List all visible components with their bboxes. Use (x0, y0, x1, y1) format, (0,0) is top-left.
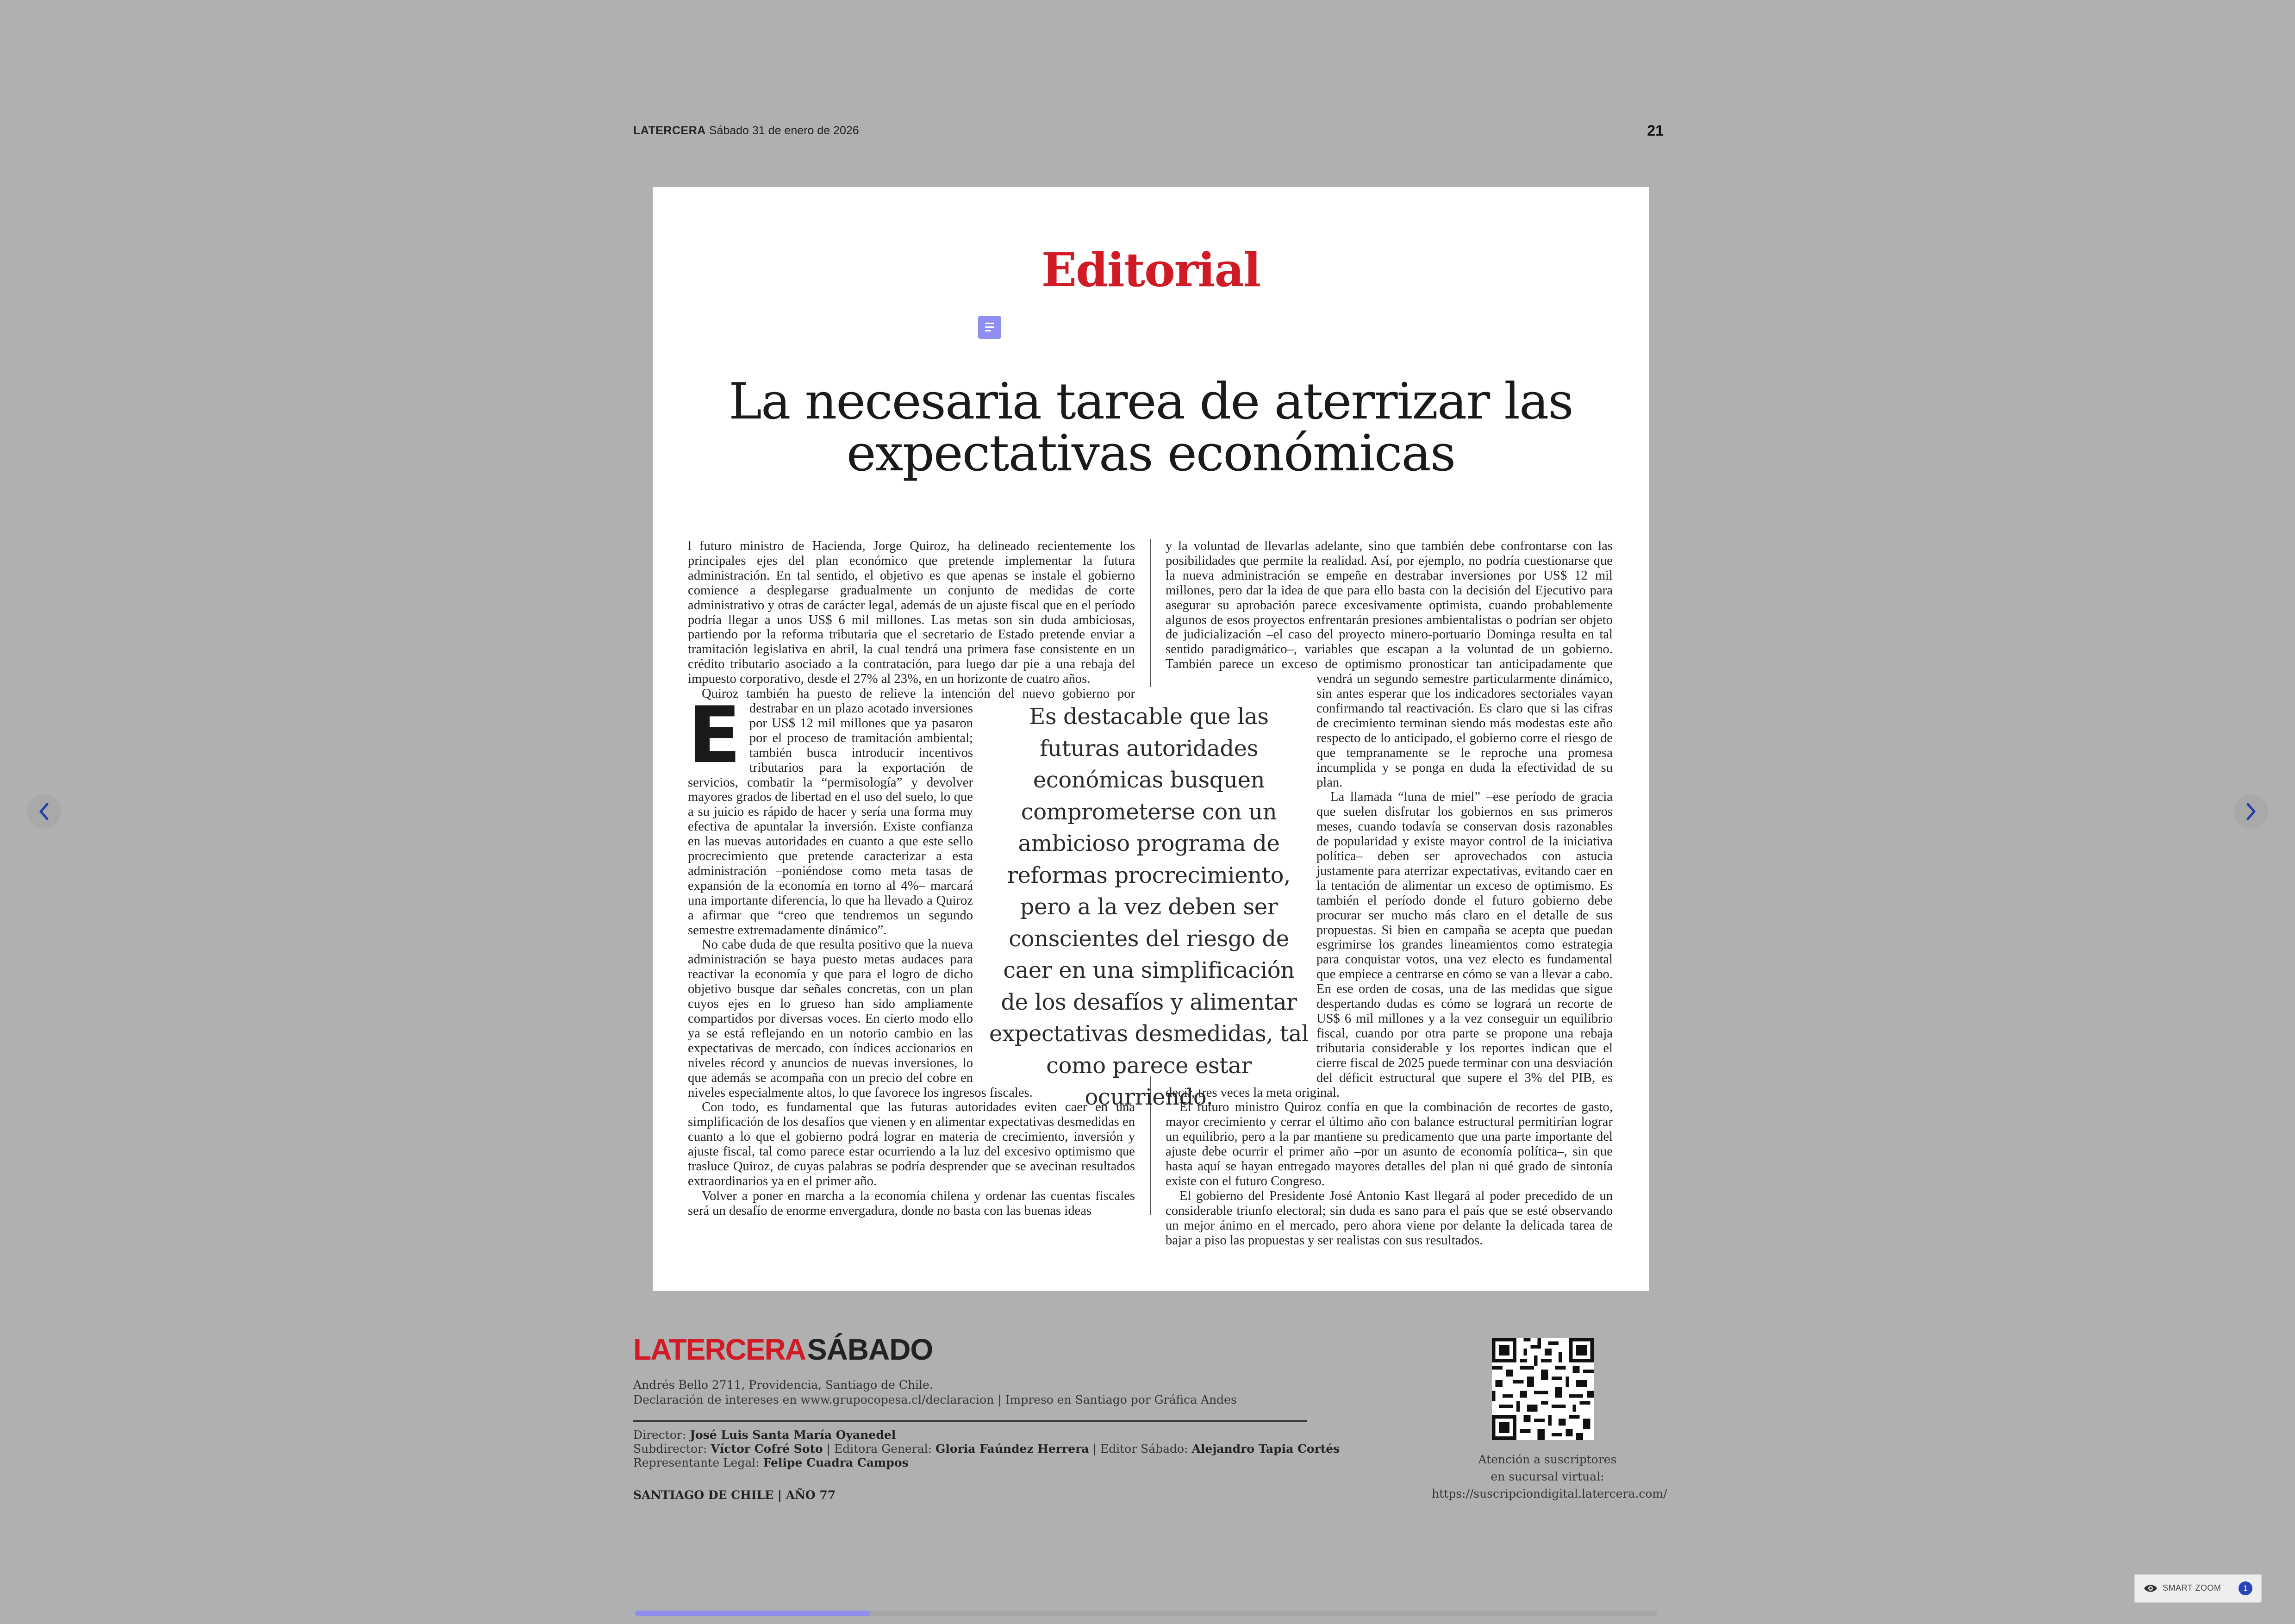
qr-caption-line-1: Atención a suscriptores (1478, 1453, 1617, 1466)
headline-line-2: expectativas económicas (846, 425, 1455, 482)
masthead-brand-black: SÁBADO (807, 1333, 933, 1366)
col1-paragraph-5: Volver a poner en marcha a la economía chilena y ordenar las cuentas fiscales será un desafío de enorme envergadura, donde no basta con las buenas ideas (688, 1188, 1135, 1218)
smart-zoom-button[interactable] (2134, 1574, 2262, 1603)
editor-sabado-label: | Editor Sábado: (1089, 1442, 1188, 1455)
col1-paragraph-1: l futuro ministro de Hacienda, Jorge Quiroz, ha delineado recientemente los principales ejes del plan económico que pretende implementar la futura administración. En tal sentido, el objetivo es que apenas se instale el gobierno comience a desplegarse gradualmente un conjunto de medidas de corte administrativo y otras de carácter legal, además de un ajuste fiscal que en el período podría llegar a unos US$ 6 mil millones. Las metas son sin duda ambiciosas, partiendo por la reforma tributaria que el secretario de Estado pretende enviar a tramitación legislativa en abril, la cual tendrá una primera fase consistente en un crédito tributario asociado a la contratación, para luego dar pie a una rebaja del impuesto corporativo, desde el 27% al 23%, en un horizonte de cuatro años. (688, 539, 1135, 687)
masthead-staff (633, 1442, 1340, 1456)
chevron-left-icon (37, 802, 51, 821)
smart-zoom-badge: 1 (2239, 1581, 2252, 1595)
chevron-right-icon (2244, 802, 2258, 821)
masthead-address: Andrés Bello 2711, Providencia, Santiago de Chile. (633, 1378, 933, 1392)
col2-paragraph-2: La llamada “luna de miel” –ese período de gracia que suelen disfrutar los gobiernos en sus primeros meses, cuando todavía se conservan dosis razonables de popularidad y existe mayor control de la iniciativa política– deben ser aprovechados con astucia justamente para aterrizar expectativas, evitando caer en la tentación de alimentar un exceso de optimismo. Es también el período donde el futuro gobierno debe procurar ser mucho más claro en el detalle de sus propuestas. Si bien en campaña se acepta que puedan esgrimirse los grandes lineamientos como estrategia para conquistar votos, una vez electo es fundamental que empiece a centrarse en cómo se van a llevar a cabo. En ese orden de cosas, una de las medidas que sigue despertando dudas es cómo se logrará un recorte de US$ 6 mil millones y a la vez conseguir un equilibrio fiscal, cuando por otra parte se propone una rebaja tributaria considerable y los reportes indican que el cierre fiscal de 2025 puede terminar con una desviación del déficit estructural que supere el 3% del PIB, es decir, tres veces la meta original. (1166, 790, 1613, 1100)
masthead-director (633, 1428, 896, 1442)
header-date: Sábado 31 de enero de 2026 (709, 124, 859, 137)
eye-icon (2143, 1581, 2158, 1595)
masthead-declaration: Declaración de intereses en www.grupocopesa.cl/declaracion | Impreso en Santiago por Gráfica Andes (633, 1393, 1237, 1406)
section-title: Editorial (1041, 243, 1260, 297)
masthead-logo (633, 1332, 933, 1367)
col1-paragraph-3: No cabe duda de que resulta positivo que la nueva administración se haya puesto metas audaces para reactivar la economía y que para el logro de dicho objetivo busque dar señales concretas, con un plan cuyos ejes en lo grueso han sido ampliamente compartidos por diversas voces. En cierto modo ello ya se está reflejando en un notorio cambio en las expectativas de mercado, con índices accionarios en niveles récord y anuncios de nuevas inversiones, lo que además se acompaña con un precio del cobre en niveles especialmente altos, lo que favorece los ingresos fiscales. (688, 937, 1033, 1100)
editora-label: | Editora General: (823, 1442, 932, 1455)
masthead-city-year: SANTIAGO DE CHILE | AÑO 77 (633, 1488, 836, 1502)
col1-paragraph-4: Con todo, es fundamental que las futuras autoridades eviten caer en una simplificación de los desafíos que vienen y en alimentar expectativas desmedidas en cuanto a lo que el gobierno podrá lograr en materia de crecimiento, inversión y ajuste fiscal, tal como parece estar ocurriendo a la luz del excesivo optimismo que trasluce Quiroz, de cuyas palabras se podría desprender que se avecinan resultados extraordinarios ya en el primer año. (688, 1100, 1135, 1188)
legal-label: Representante Legal: (633, 1456, 760, 1469)
newspaper-page (653, 187, 1649, 1291)
pull-quote: Es destacable que las futuras autoridades económicas busquen comprometerse con un ambicioso programa de reformas procrecimiento, pero a la vez deben ser conscientes del riesgo de caer en una simplificación de los desafíos y alimentar expectativas desmedidas, tal como parece estar ocurriendo. (989, 704, 1309, 1110)
drop-cap: E (688, 690, 741, 781)
editora-name: Gloria Faúndez Herrera (935, 1442, 1089, 1455)
col2-paragraph-1: y la voluntad de llevarlas adelante, sino que también debe confrontarse con las posibilidades que permite la realidad. Así, por ejemplo, no podría cuestionarse que la nueva administración se empeñe en destrabar inversiones por US$ 12 mil millones, pero dar la idea de que para ello basta con la decisión del Ejecutivo para asegurar su aprobación parece excesivamente optimista, cuando probablemente algunos de esos proyectos enfrentarán presiones ambientalistas o podrían ser objeto de judicialización –el caso del proyecto minero-portuario Dominga resulta en tal sentido paradigmático–, variables que escapan a la voluntad de un gobierno. También parece un exceso de optimismo pronosticar tan anticipadamente que vendrá un segundo semestre particularmente dinámico, sin antes esperar que los indicadores sectoriales vayan confirmando tal reactivación. Es claro que si las cifras de crecimiento terminan siendo más modestas este año respecto de lo anticipado, el gobierno corre el riesgo de que tempranamente se le reproche una promesa incumplida y se ponga en duda la efectividad de su plan. (1166, 539, 1613, 790)
running-header (633, 124, 1664, 143)
qr-caption (1432, 1451, 1667, 1502)
subdirector-name: Víctor Cofré Soto (711, 1442, 823, 1455)
previous-page-button[interactable] (27, 794, 61, 829)
col2-paragraph-4: El gobierno del Presidente José Antonio Kast llegará al poder precedido de un considerable triunfo electoral; sin duda es sano para el país que se esté observando un mejor ánimo en el mercado, pero ahora viene por delante la delicada tarea de bajar a piso las propuestas y ser realistas con sus resultados. (1166, 1188, 1613, 1248)
qr-caption-line-2: en sucursal virtual: (1491, 1470, 1604, 1483)
page-progress-bar[interactable] (635, 1611, 1657, 1616)
col2-paragraph-3: El futuro ministro Quiroz confía en que la combinación de recortes de gasto, mayor crecimiento y cerrar el último año con balance estructural permitirían lograr un equilibrio, pero a la par mantiene su predicamento que una parte importante del ajuste debe ocurrir el primer año –por un asunto de economía política–, sin que hasta aquí se hayan entregado mayores detalles del plan ni qué grado de sintonía existe con el futuro Congreso. (1166, 1100, 1613, 1188)
qr-code-icon[interactable] (1492, 1338, 1594, 1440)
col1-paragraph-2: Quiroz también ha puesto de relieve la intención del nuevo gobierno por destrabar en un plazo acotado inversiones por US$ 12 mil millones que ya pasaron por el proceso de tramitación ambiental; también busca introducir incentivos tributarios para la exportación de servicios, combatir la “permisología” y devolver mayores grados de libertad en el uso del suelo, lo que a su juicio es rápido de hacer y sería una forma muy efectiva de apuntalar la inversión. Existe confianza en las nuevas autoridades en cuanto a que este sello procrecimiento que pretende caracterizar a esta administración –poniéndose como meta tasas de expansión de la economía en torno al 4%– marcará una importante diferencia, lo que ha llevado a Quiroz a afirmar que “creo que tendremos un segundo semestre extremadamente dinámico”. (688, 687, 1135, 937)
masthead (633, 1332, 1667, 1518)
legal-name: Felipe Cuadra Campos (763, 1456, 909, 1469)
subdirector-label: Subdirector: (633, 1442, 707, 1455)
page-progress-fill (635, 1611, 870, 1616)
headline-line-1: La necesaria tarea de aterrizar las (729, 373, 1573, 431)
note-icon[interactable] (978, 316, 1001, 339)
next-page-button[interactable] (2234, 794, 2268, 829)
masthead-divider (633, 1420, 1307, 1422)
page-number: 21 (1647, 122, 1664, 139)
masthead-brand-red: LATERCERA (633, 1333, 805, 1366)
column-rule-top (1150, 539, 1151, 687)
director-name: José Luis Santa María Oyanedel (690, 1428, 896, 1442)
editor-sabado-name: Alejandro Tapia Cortés (1191, 1442, 1340, 1455)
director-label: Director: (633, 1428, 686, 1442)
header-brand: LATERCERA (633, 124, 706, 137)
smart-zoom-label: SMART ZOOM (2163, 1583, 2221, 1593)
masthead-legal (633, 1455, 909, 1470)
article-headline (708, 373, 1593, 482)
qr-caption-url[interactable]: https://suscripciondigital.latercera.com/ (1432, 1487, 1667, 1500)
running-header-brand-date (633, 124, 859, 137)
